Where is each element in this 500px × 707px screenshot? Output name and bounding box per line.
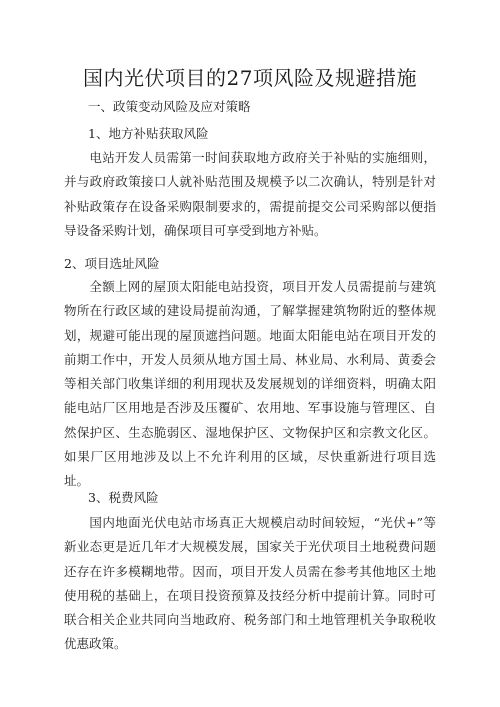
paragraph-subsidy — [64, 146, 436, 243]
item-heading-subsidy: 1、地方补贴获取风险 — [88, 126, 209, 141]
paragraph-site-selection — [64, 275, 436, 494]
section-heading-policy: 一、政策变动风险及应对策略 — [88, 99, 251, 114]
document-title: 国内光伏项目的27项风险及规避措施 — [83, 66, 417, 90]
paragraph-subsidy-text: 电站开发人员需第一时间获取地方政府关于补贴的实施细则，并与政府政策接口人就补贴范围及规模予以二次确认，特别是针对补贴政策存在设备采购限制要求的，需提前提交公司采购部以便指导设备采购计划，确保项目可享受到地方补贴。 — [64, 150, 436, 238]
paragraph-tax-text: 国内地面光伏电站市场真正大规模启动时间较短，“光伏+”等新业态更是近几年才大规模发展，国家关于光伏项目土地税费问题还存在许多模糊地带。因而，项目开发人员需在参考其他地区土地使用税的基础上，在项目投资预算及技经分析中提前计算。同时可联合相关企业共同向当地政府、税务部门和土地管理机关争取税收优惠政策。 — [64, 515, 436, 652]
item-heading-site-selection: 2、项目选址风险 — [64, 256, 160, 271]
item-heading-tax: 3、税费风险 — [88, 490, 159, 505]
paragraph-site-selection-text: 全额上网的屋顶太阳能电站投资，项目开发人员需提前与建筑物所在行政区域的建设局提前沟通，了解掌握建筑物附近的整体规划，规避可能出现的屋顶遮挡问题。地面太阳能电站在项目开发的前期工作中，开发人员须从地方国土局、林业局、水利局、黄委会等相关部门收集详细的利用现状及发展规划的详细资料，明确太阳能电站厂区用地是否涉及压覆矿、农用地、军事设施与管理区、自然保护区、生态脆弱区、湿地保护区、文物保护区和宗教文化区。如果厂区用地涉及以上不允许利用的区域，尽快重新进行项目选址。 — [64, 279, 436, 489]
paragraph-tax — [64, 511, 436, 657]
